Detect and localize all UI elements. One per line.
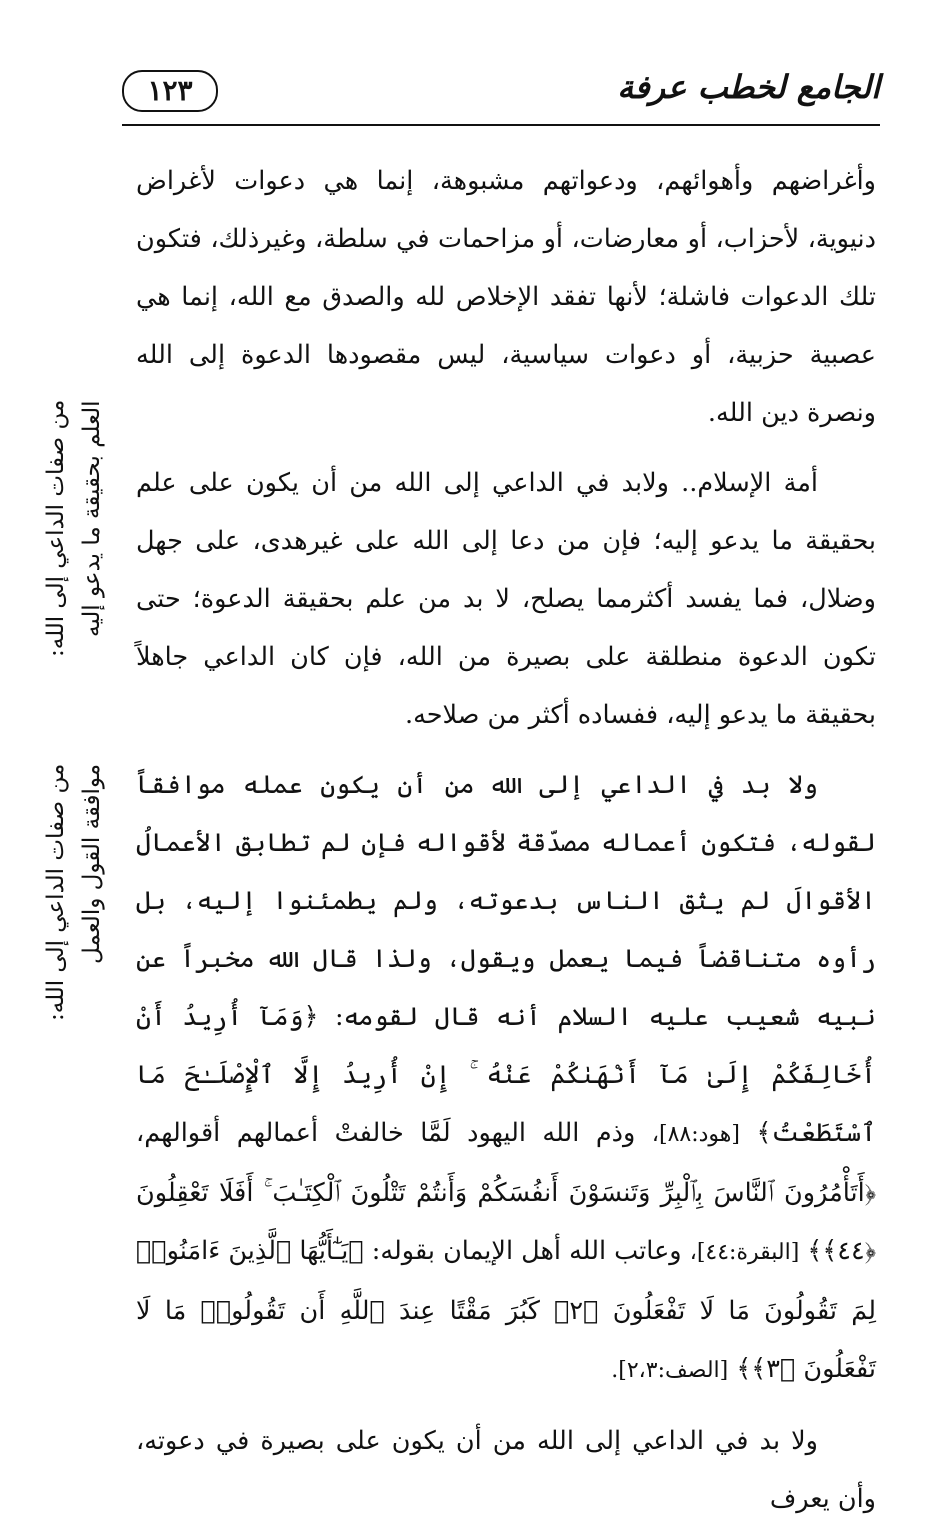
paragraph-2: أمة الإسلام.. ولابد في الداعي إلى الله من أن يكون على علم بحقيقة ما يدعو إليه؛ فإن من دعا إلى الله على غيرهدى، على جهل وضلال، فما يفسد أكثرمما يصلح، لا بد من علم بحقيقة الدعوة؛ حتى تكون الدعوة منطلقة على بصيرة من الله، فإن كان الداعي جاهلاً بحقيقة ما يدعو إليه، ففساده أكثر من صلاحه. xyxy=(136,468,876,730)
quran-verse-saff: ﴿يَـٰٓأَيُّهَا ٱلَّذِينَ ءَامَنُوا۟ لِمَ تَقُولُونَ مَا لَا تَفْعَلُونَ ﴿٢﴾ كَبُرَ مَقْتًا عِندَ ٱللَّهِ أَن تَقُولُوا۟ مَا لَا تَفْعَلُونَ ﴿٣﴾﴾ xyxy=(136,1236,876,1384)
quran-verse-hud: ﴿وَمَآ أُرِيدُ أَنْ أُخَالِفَكُمْ إِلَىٰ مَآ أَنْهَىٰكُمْ عَنْهُ ۚ إِنْ أُرِيدُ إِلَّا ٱلْإِصْلَـٰحَ مَا ٱسْتَطَعْتُ﴾ xyxy=(136,1002,877,1148)
verse-reference-baqarah: [البقرة:٤٤]، xyxy=(689,1240,800,1265)
margin-note-consistency xyxy=(38,764,110,1104)
header-divider xyxy=(122,124,880,126)
body-text xyxy=(136,152,876,1540)
margin-note-subheading: العلم بحقيقة ما يدعو إليه xyxy=(79,400,105,637)
verse-reference-hud: [هود:٨٨]، xyxy=(651,1122,740,1147)
page-number-badge: ١٢٣ xyxy=(122,70,218,112)
paragraph-3 xyxy=(136,756,876,1400)
margin-note-subheading: موافقة القول والعمل xyxy=(79,764,105,965)
paragraph-4: ولا بد في الداعي إلى الله من أن يكون على بصيرة في دعوته، وأن يعرف xyxy=(136,1426,876,1514)
quran-verse-baqarah: ﴿أَتَأْمُرُونَ ٱلنَّاسَ بِٱلْبِرِّ وَتَنسَوْنَ أَنفُسَكُمْ وَأَنتُمْ تَتْلُونَ ٱلْكِتَـٰبَ ۚ أَفَلَا تَعْقِلُونَ ﴿٤٤﴾﴾ xyxy=(136,1178,876,1266)
paragraph-3-middle: وذم الله اليهود لَمَّا خالفتْ أعمالهم أقوالهم، xyxy=(136,1118,636,1148)
paragraph-3-end: وعاتب الله أهل الإيمان بقوله: xyxy=(371,1236,682,1266)
paragraph-3-intro: ولا بد في الداعي إلى الله من أن يكون عمله موافقاً لقوله، فتكون أعماله مصدّقة لأقواله فإن لم تطابق الأعمالُ الأقوالَ لم يثق الناس بدعوته، ولم يطمئنوا إليه، بل رأوه متناقضاً فيما يعمل ويقول، ولذا قال الله مخبراً عن نبيه شعيب عليه السلام أنه قال لقومه: xyxy=(136,770,876,1032)
verse-reference-saff: [الصف:٢،٣]. xyxy=(611,1358,729,1383)
page-header xyxy=(122,62,880,128)
paragraph-1: وأغراضهم وأهوائهم، ودعواتهم مشبوهة، إنما هي دعوات لأغراض دنيوية، لأحزاب، أو معارضات، أو مزاحمات في سلطة، وغيرذلك، فتكون تلك الدعوات فاشلة؛ لأنها تفقد الإخلاص لله والصدق مع الله، إنما هي عصبية حزبية، أو دعوات سياسية، ليس مقصودها الدعوة إلى الله ونصرة دين الله. xyxy=(136,166,876,428)
margin-note-knowledge xyxy=(38,400,110,740)
margin-note-heading: من صفات الداعي إلى الله: xyxy=(43,764,69,1022)
book-title: الجامع لخطب عرفة xyxy=(617,68,880,106)
margin-note-heading: من صفات الداعي إلى الله: xyxy=(43,400,69,658)
